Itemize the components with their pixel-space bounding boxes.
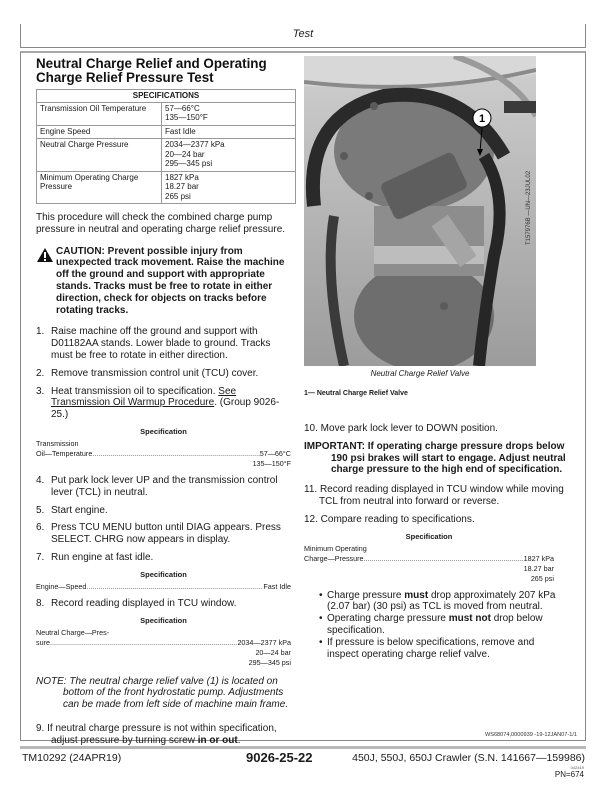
spec-value: 1827 kPa bbox=[523, 553, 554, 563]
step-number: 7. bbox=[36, 551, 45, 563]
step-item bbox=[36, 598, 291, 610]
caution-text: CAUTION: Prevent possible injury from unexpected track movement. Raise the machine off the ground and support with appropriate stands. Tracks must be free to rotate in either direction, check for objects on tracks before rotating tracks. bbox=[56, 245, 285, 316]
hydrostatic-pump-image bbox=[304, 56, 536, 366]
specifications-heading: SPECIFICATIONS bbox=[37, 90, 296, 103]
page-title: Neutral Charge Relief and Operating Charge Relief Pressure Test bbox=[36, 56, 267, 85]
caution-block bbox=[36, 246, 291, 317]
spec-value: 20—24 bar bbox=[255, 647, 291, 657]
spec-key: Engine—Speed bbox=[36, 581, 87, 591]
spec-value: 135—150°F bbox=[252, 458, 291, 468]
step-text: Put park lock lever UP and the transmission control lever (TCL) in neutral. bbox=[51, 474, 278, 498]
bullet-text: Operating charge pressure bbox=[327, 613, 449, 625]
spec-value-line: 18.27 bar bbox=[165, 182, 199, 191]
figure-caption: Neutral Charge Relief Valve bbox=[370, 369, 470, 378]
section-title: Test bbox=[292, 28, 314, 40]
spec-value-line: 1827 kPa bbox=[165, 172, 199, 182]
figure-legend: 1— Neutral Charge Relief Valve bbox=[304, 390, 408, 397]
step-number: 1. bbox=[36, 326, 45, 338]
step-number: 4. bbox=[36, 474, 45, 486]
step-text: If neutral charge pressure is not within specification, adjust pressure by turning screw bbox=[44, 722, 277, 746]
bullet-item bbox=[319, 613, 566, 637]
step-text: . (Group 9026-25.) bbox=[51, 397, 280, 421]
spec-operating-charge bbox=[304, 532, 554, 584]
step-number: 2. bbox=[36, 367, 45, 379]
spec-row bbox=[36, 638, 291, 648]
intro-paragraph: This procedure will check the combined charge pump pressure in neutral and operating charge relief pressure. bbox=[36, 212, 286, 235]
step-text: Start engine. bbox=[51, 504, 108, 516]
pn-number: PN=674 bbox=[554, 770, 584, 779]
bullet-emphasis: must not bbox=[448, 613, 491, 625]
spec-value: 295—345 psi bbox=[248, 657, 291, 667]
step-item bbox=[36, 326, 291, 361]
bullet-item bbox=[319, 637, 566, 661]
spec-key: Charge—Pressure bbox=[304, 553, 364, 563]
spec-value: 18.27 bar bbox=[523, 563, 554, 573]
table-row bbox=[37, 139, 296, 172]
specifications-table bbox=[36, 89, 296, 204]
spec-value: 2034—2377 kPa bbox=[237, 637, 291, 647]
spec-heading: Specification bbox=[140, 615, 187, 625]
step-item: 12. Compare reading to specifications. bbox=[304, 513, 475, 525]
step-number: 6. bbox=[36, 522, 45, 534]
step-text: . bbox=[237, 734, 241, 746]
step-number: 8. bbox=[36, 597, 45, 609]
step-text: Record reading displayed in TCU window. bbox=[51, 597, 237, 609]
step-text: Heat transmission oil to specification. bbox=[51, 385, 219, 397]
spec-key-line: Minimum Operating bbox=[304, 543, 367, 553]
step-item bbox=[36, 368, 291, 380]
bullet-text: drop below specification. bbox=[327, 613, 543, 636]
spec-label: Minimum Operating Charge Pressure bbox=[37, 171, 162, 204]
bullet-text: Charge pressure bbox=[327, 589, 405, 601]
step-number: 5. bbox=[36, 504, 45, 516]
callout-number: 1 bbox=[478, 113, 486, 125]
warning-triangle-icon bbox=[36, 247, 54, 263]
spec-value-line: 2034—2377 kPa bbox=[165, 140, 225, 149]
spec-value-line: 135—150°F bbox=[165, 113, 208, 122]
spec-label: Engine Speed bbox=[37, 125, 162, 139]
important-block: IMPORTANT: If operating charge pressure drops below 190 psi brakes will start to engage. Adjust neutral charge pressure to the high end of specification. bbox=[304, 440, 566, 476]
steps-list-1 bbox=[36, 326, 291, 421]
spec-row bbox=[36, 582, 291, 592]
spec-value-line: 20—24 bar bbox=[165, 149, 205, 159]
step-emphasis: in or out bbox=[197, 734, 238, 746]
note-block: NOTE: The neutral charge relief valve (1) is located on bottom of the front hydrostatic pump. Adjustments can be made from left side of machine main frame. bbox=[36, 675, 289, 711]
spec-label: Neutral Charge Pressure bbox=[37, 139, 162, 172]
spec-value bbox=[162, 171, 296, 204]
step-text: Press TCU MENU button until DIAG appears. Press SELECT. CHRG now appears in display. bbox=[51, 522, 281, 546]
spec-key: sure bbox=[36, 637, 50, 647]
leader-dots bbox=[92, 449, 259, 459]
step-item bbox=[36, 723, 291, 747]
steps-list-3 bbox=[36, 598, 291, 610]
spec-value bbox=[162, 139, 296, 172]
spec-oil-temperature bbox=[36, 427, 291, 469]
step-item bbox=[36, 475, 291, 499]
page-number: 9026-25-22 bbox=[246, 750, 313, 765]
step-item: 10. Move park lock lever to DOWN position. bbox=[304, 423, 498, 434]
spec-value bbox=[162, 102, 296, 125]
step-text: Raise machine off the ground and support with D01182AA stands. Lower blade to ground. Tracks must be free to rotate in either direction. bbox=[51, 326, 271, 361]
footer-divider bbox=[20, 746, 586, 749]
leader-dots bbox=[86, 582, 263, 592]
content-frame bbox=[20, 51, 586, 746]
bullet-item bbox=[319, 590, 566, 614]
spec-value-line: Fast Idle bbox=[165, 126, 196, 136]
spec-engine-speed bbox=[36, 570, 291, 592]
spec-value-line: 57—66°C bbox=[165, 103, 200, 113]
figure-id: T157976B —UN—23JUL02 bbox=[526, 170, 532, 245]
step-item bbox=[36, 386, 291, 421]
left-column bbox=[36, 57, 291, 753]
bullet-text: If pressure is below specifications, remove and inspect operating charge relief valve. bbox=[327, 636, 535, 660]
spec-value-line: 265 psi bbox=[165, 191, 191, 201]
spec-value bbox=[162, 125, 296, 139]
spec-neutral-charge bbox=[36, 616, 291, 668]
spec-value: 57—66°C bbox=[259, 448, 291, 458]
bullet-emphasis: must bbox=[404, 589, 429, 601]
date-code: 042419 bbox=[570, 765, 584, 770]
running-header bbox=[20, 24, 586, 48]
leader-dots bbox=[50, 638, 237, 648]
right-steps bbox=[304, 423, 566, 526]
spec-key: Oil—Temperature bbox=[36, 448, 93, 458]
spec-row bbox=[304, 554, 554, 564]
table-row bbox=[37, 171, 296, 204]
pump-photo bbox=[304, 56, 536, 366]
bullet-list bbox=[319, 590, 566, 661]
warmup-procedure-link[interactable]: See Transmission Oil Warmup Procedure bbox=[51, 385, 237, 409]
spec-heading: Specification bbox=[140, 426, 187, 436]
model-range: 450J, 550J, 650J Crawler (S.N. 141667—159986) bbox=[352, 752, 585, 764]
step-number: 9. bbox=[36, 722, 45, 734]
step-item bbox=[36, 522, 291, 546]
spec-heading: Specification bbox=[140, 569, 187, 579]
manual-number: TM10292 (24APR19) bbox=[22, 752, 122, 764]
table-row bbox=[37, 102, 296, 125]
step-item: 11. Record reading displayed in TCU window while moving TCL from neutral into forward or reverse. bbox=[304, 484, 564, 507]
spec-heading: Specification bbox=[405, 531, 453, 541]
bullet-text: drop approximately 207 kPa (2.07 bar) (30 psi) as TCL is moved from neutral. bbox=[327, 589, 556, 613]
step-item bbox=[36, 505, 291, 517]
step-item bbox=[36, 552, 291, 564]
step-text: Remove transmission control unit (TCU) cover. bbox=[51, 367, 259, 379]
spec-value: 265 psi bbox=[530, 573, 554, 583]
table-row bbox=[37, 125, 296, 139]
document-id: WS68074,0000939 -19-12JAN07-1/1 bbox=[484, 732, 577, 738]
spec-key-line: Transmission bbox=[36, 438, 79, 448]
spec-value-line: 295—345 psi bbox=[165, 159, 213, 168]
spec-value: Fast Idle bbox=[263, 581, 291, 591]
spec-row bbox=[36, 449, 291, 459]
spec-key-line: Neutral Charge—Pres- bbox=[36, 627, 110, 637]
spec-label: Transmission Oil Temperature bbox=[37, 102, 162, 125]
leader-dots bbox=[364, 554, 524, 564]
steps-list-2 bbox=[36, 475, 291, 564]
step-text: Run engine at fast idle. bbox=[51, 551, 154, 563]
step-number: 3. bbox=[36, 385, 45, 397]
